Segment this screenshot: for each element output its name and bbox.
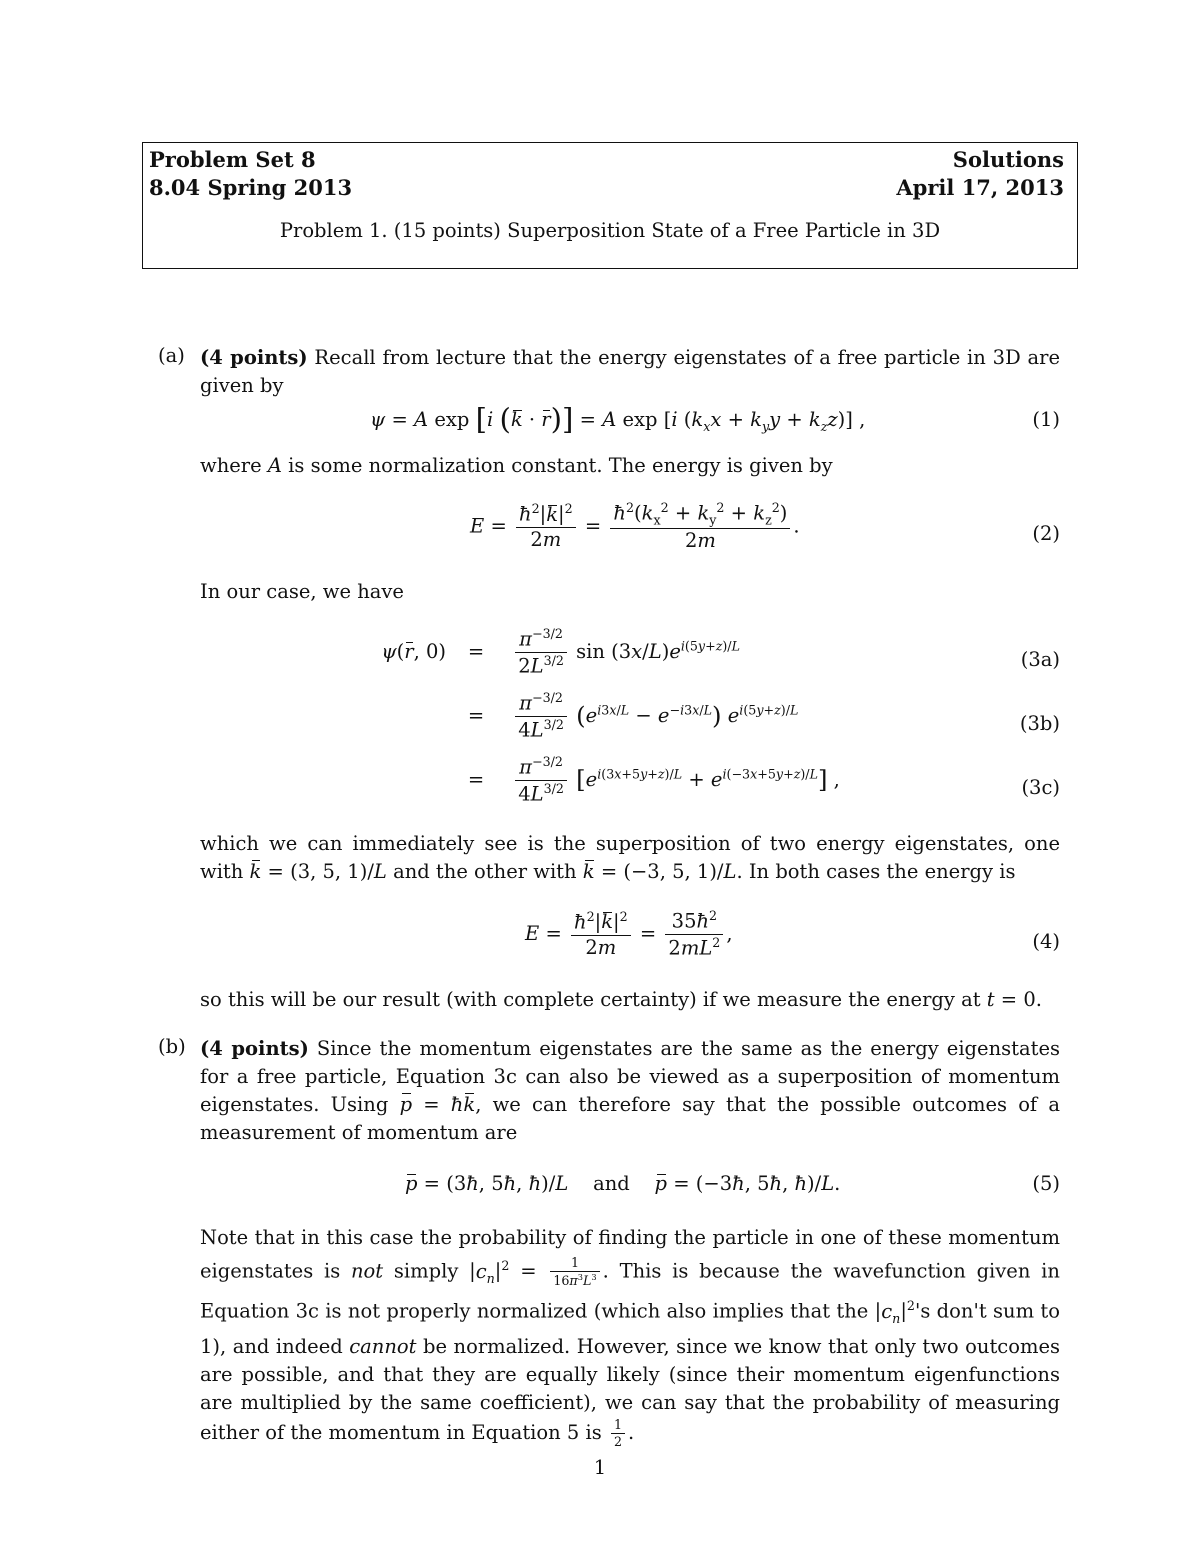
solutions-label: Solutions [952, 147, 1064, 172]
problem-set-title: Problem Set 8 [149, 147, 316, 172]
equation-3c-number: (3c) [1021, 776, 1060, 799]
equation-1-body: ψ = A exp [i (k · r)] = A exp [i $(k_xx + k_yy + k_zz)$] , [370, 402, 866, 436]
equation-5-body: p = (3ħ, 5ħ, ħ)/L and p = (−3ħ, 5ħ, ħ)/L. [405, 1172, 841, 1195]
superposition-text: which we can immediately see is the superposition of two energy eigenstates, one with k = (3, 5, 1)/L and the other with k = (−3, 5, 1)/L. In both cases the energy is [200, 830, 1060, 886]
part-b-intro-text-2: we can therefore say that the possible outcomes of a measurement of momentum are [200, 1093, 1060, 1144]
part-b-intro-text: Since the momentum eigenstates are the same as the energy eigenstates for a free particle, Equation 3c can also be viewed as a superposition of momentum eigenstates. Using [200, 1037, 1060, 1116]
equation-2-body: E = $\frac{ħ^2|k|^2}{2m}$ = $\frac{ħ^2(k_x^2 + k_y^2 + k_z^2)}{2m}$ . [470, 500, 800, 553]
normalization-text [200, 452, 1060, 480]
normalization-note: Note that in this case the probability of finding the particle in one of these momentum eigenstates is not simply $|c_n|^2$ = $\frac{1}{16\pi^3L^3}$ . This is because the wavefunction given in Equation 3c is not properly normalized (which also implies that the $|c_n|^2's$ don't sum to 1), and indeed cannot be normalized. However, since we know that only two outcomes are possible, and that they are equally likely (since their momentum eigenfunctions are multiplied by the same coefficient), we can say that the probability of measuring either of the momentum in Equation 5 is $\frac{1}{2}$ . [200, 1226, 1060, 1449]
equation-1-number: (1) [1032, 408, 1060, 431]
equation-3b-number: (3b) [1019, 712, 1060, 735]
equation-2 [200, 500, 1060, 570]
problem-heading: Problem 1. (15 points) Superposition State of a Free Particle in 3D [279, 219, 941, 242]
equation-3a-number: (3a) [1020, 648, 1060, 671]
result-text: so this will be our result (with complete certainty) if we measure the energy at t = 0. [200, 988, 1042, 1011]
superposition-text-1: which we can immediately see is the superposition of two energy eigenstates, one with [200, 832, 1060, 883]
equation-4-body: E = $\frac{ħ^2|k|^2}{2m}$ = $\frac{35ħ^2}{2mL^2}$ , [525, 908, 733, 960]
note-4: be normalized. However, since we know that only two outcomes are possible, and that they are equally likely (since their momentum eigenfunctions are multiplied by the same coefficient), we can say that the probability of measuring either of the momentum in Equation 5 is [200, 1334, 1060, 1444]
note-2: This is because the wavefunction given in Equation 3c is not properly normalized (which also implies that the [200, 1259, 1060, 1323]
note-1: Note that in this case the probability of finding the particle in one of these momentum eigenstates is [200, 1226, 1060, 1283]
in-our-case: In our case, we have [200, 580, 404, 603]
equation-5-number: (5) [1032, 1172, 1060, 1195]
equation-1 [200, 400, 1060, 440]
superposition-text-3: In both cases the energy is [748, 860, 1016, 883]
where-var: A [267, 454, 282, 477]
part-a-label: (a) [158, 344, 185, 367]
equation-2-number: (2) [1032, 522, 1060, 545]
equation-3 [200, 626, 1060, 816]
part-b-intro: (4 points) Since the momentum eigenstates are the same as the energy eigenstates for a free particle, Equation 3c can also be viewed as a superposition of momentum eigenstates. Using p = ħk, we can therefore say that the possible outcomes of a measurement of momentum are [200, 1037, 1060, 1144]
part-b-label: (b) [158, 1035, 186, 1058]
where-pre: where [200, 454, 268, 477]
equation-5-and: and [593, 1172, 630, 1195]
part-b-points: (4 points) [200, 1037, 309, 1060]
note-not: not [350, 1259, 384, 1283]
header-box [142, 142, 1078, 269]
equation-3b-body: = $\frac{\pi^{-3/2}}{4L^{3/2}}$ $(e^{i3x/L} - e^{-i3x/L})$ $e^{i(5y+z)/L}$ [467, 690, 799, 742]
equation-4 [200, 908, 1060, 978]
equation-4-number: (4) [1032, 930, 1060, 953]
date-label: April 17, 2013 [896, 175, 1064, 200]
part-a-intro [200, 344, 1060, 400]
superposition-text-2: and the other with [393, 860, 577, 883]
equation-3c-body: = $\frac{\pi^{-3/2}}{4L^{3/2}}$ $[e^{i(3x+5y+z)/L} + e^{i(-3x+5y+z)/L}]$ , [467, 754, 840, 806]
note-cannot: cannot [349, 1334, 417, 1358]
page-number: 1 [593, 1456, 607, 1479]
course-term: 8.04 Spring 2013 [149, 175, 353, 200]
part-a-intro-text: Recall from lecture that the energy eigenstates of a free particle in 3D are given by [200, 346, 1060, 397]
note-3: 's don't sum to 1), and indeed [200, 1299, 1060, 1358]
equation-5 [200, 1170, 1060, 1204]
result-text-body: so this will be our result (with complete certainty) if we measure the energy at [200, 988, 981, 1011]
part-a-points: (4 points) [200, 346, 308, 369]
note-simply: simply [393, 1259, 459, 1283]
where-post: is some normalization constant. The energy is given by [281, 454, 833, 477]
equation-3a-body: ψ(r, 0) = $\frac{\pi^{-3/2}}{2L^{3/2}}$ $\sin (3x/L)e^{i(5y+z)/L}$ [381, 626, 740, 678]
